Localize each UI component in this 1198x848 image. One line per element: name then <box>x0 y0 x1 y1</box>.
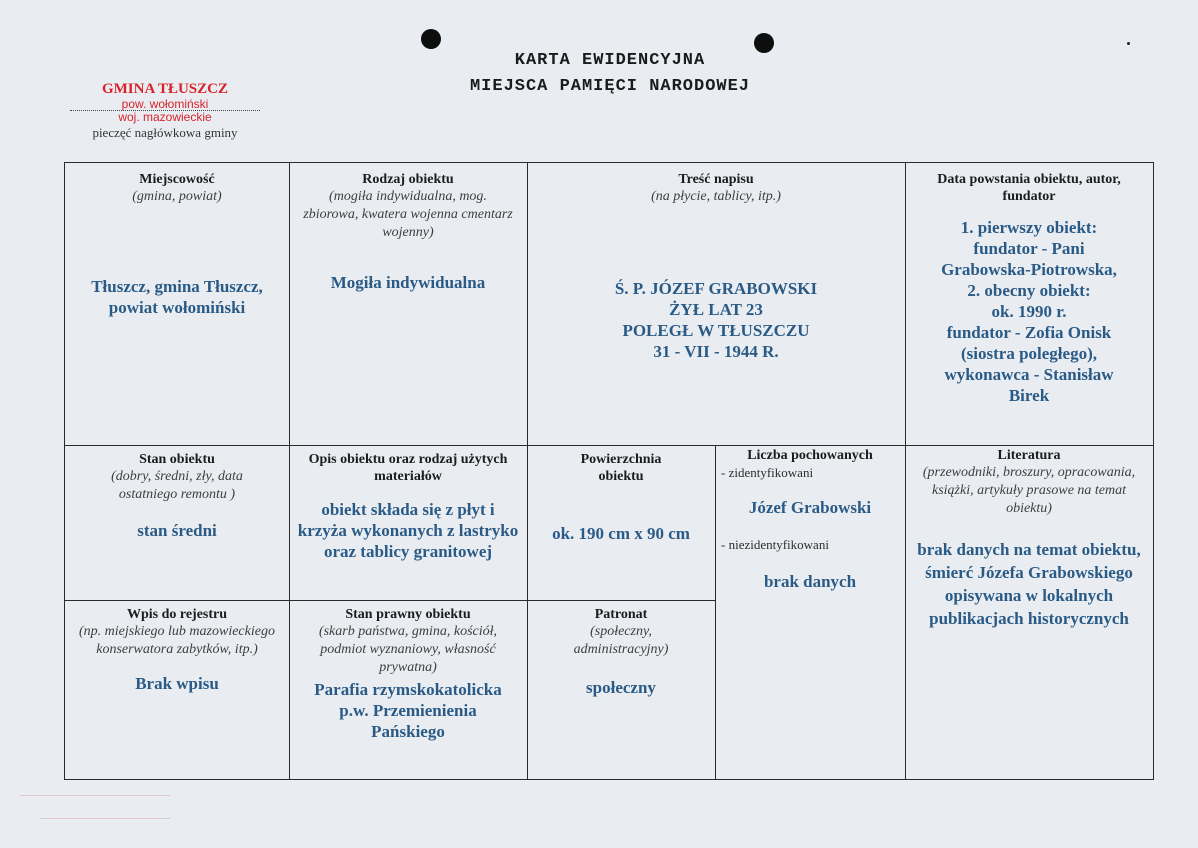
detail-line: wykonawca - Stanisław <box>944 365 1114 384</box>
inscription-line: ŻYŁ LAT 23 <box>669 300 763 319</box>
data-powstania-header: Data powstania obiektu, autor, fundator <box>937 172 1121 204</box>
rodzaj-value: Mogiła indywidualna <box>330 273 486 292</box>
document-title <box>380 48 840 100</box>
tresc-header: Treść napisu <box>678 172 754 187</box>
liczba-header: Liczba pochowanych <box>747 448 873 463</box>
stan-sub: (dobry, średni, zły, data ostatniego remontu ) <box>111 469 243 502</box>
stan-header: Stan obiektu <box>139 452 215 467</box>
unidentified-value: brak danych <box>763 572 857 591</box>
punch-hole-left <box>421 29 441 49</box>
cell-wpis-do-rejestru <box>65 600 289 779</box>
cell-tresc-napisu <box>527 163 905 445</box>
cell-data-powstania <box>905 163 1153 445</box>
inscription-line: 31 - VII - 1944 R. <box>653 342 779 361</box>
opis-header: Opis obiektu oraz rodzaj użytych materiałów <box>308 452 508 484</box>
speck <box>1127 42 1130 45</box>
literatura-header: Literatura <box>997 448 1061 463</box>
powierzchnia-header: Powierzchnia obiektu <box>580 452 662 484</box>
detail-line: 1. pierwszy obiekt: <box>960 218 1098 237</box>
detail-line: fundator - Zofia Onisk <box>946 323 1112 342</box>
title-line-1: KARTA EWIDENCYJNA <box>514 51 706 70</box>
stamp-county: pow. wołomiński <box>121 97 209 111</box>
cell-stan-prawny <box>289 600 527 779</box>
patronat-value: społeczny <box>586 678 656 697</box>
cell-miejscowosc <box>65 163 289 445</box>
rodzaj-header: Rodzaj obiektu <box>362 172 454 187</box>
identified-value: Józef Grabowski <box>748 498 872 517</box>
detail-line: Birek <box>1008 386 1050 405</box>
detail-line: Grabowska-Piotrowska, <box>941 260 1117 279</box>
cell-powierzchnia <box>527 445 715 600</box>
stan-prawny-header: Stan prawny obiektu <box>345 607 471 622</box>
stamp-name: GMINA TŁUSZCZ <box>101 81 228 97</box>
detail-line: fundator - Pani <box>973 239 1085 258</box>
patronat-sub: (społeczny, administracyjny) <box>573 624 669 657</box>
powierzchnia-value: ok. 190 cm x 90 cm <box>552 524 690 543</box>
faint-stamp-impression <box>0 785 170 819</box>
wpis-header: Wpis do rejestru <box>126 607 228 622</box>
data-powstania-details <box>911 217 1147 406</box>
title-line-2: MIEJSCA PAMIĘCI NARODOWEJ <box>469 77 751 96</box>
stan-prawny-value: Parafia rzymskokatolicka p.w. Przemienienia Pańskiego <box>314 680 502 741</box>
cell-opis-obiektu <box>289 445 527 600</box>
miejscowosc-value: Tłuszcz, gmina Tłuszcz, powiat wołomiński <box>91 277 263 317</box>
cell-liczba-pochowanych <box>715 445 905 779</box>
record-table <box>64 162 1154 780</box>
cell-rodzaj-obiektu <box>289 163 527 445</box>
municipality-stamp <box>60 80 270 140</box>
cell-literatura <box>905 445 1153 779</box>
miejscowosc-sub: (gmina, powiat) <box>132 189 222 204</box>
rodzaj-sub: (mogiła indywidualna, mog. zbiorowa, kwatera wojenna cmentarz wojenny) <box>303 189 513 240</box>
detail-line: ok. 1990 r. <box>991 302 1067 321</box>
inscription-line: POLEGŁ W TŁUSZCZU <box>622 321 810 340</box>
stamp-caption: pieczęć nagłówkowa gminy <box>92 125 238 140</box>
miejscowosc-header: Miejscowość <box>139 172 215 187</box>
unidentified-label: - niezidentyfikowani <box>721 537 829 552</box>
stan-prawny-sub: (skarb państwa, gmina, kościół, podmiot wyznaniowy, własność prywatna) <box>318 624 498 675</box>
cell-stan-obiektu <box>65 445 289 600</box>
cell-patronat <box>527 600 715 779</box>
stamp-voivodeship: woj. mazowieckie <box>118 110 212 124</box>
tresc-inscription <box>533 278 899 362</box>
literatura-value: brak danych na temat obiektu, śmierć Józefa Grabowskiego opisywana w lokalnych publikacjach historycznych <box>917 540 1141 628</box>
tresc-sub: (na płycie, tablicy, itp.) <box>651 189 781 204</box>
detail-line: (siostra poległego), <box>961 344 1097 363</box>
stan-value: stan średni <box>137 521 217 540</box>
wpis-sub: (np. miejskiego lub mazowieckiego konserwatora zabytków, itp.) <box>79 624 275 657</box>
detail-line: 2. obecny obiekt: <box>967 281 1091 300</box>
wpis-value: Brak wpisu <box>135 674 219 693</box>
literatura-sub: (przewodniki, broszury, opracowania, książki, artykuły prasowe na temat obiektu) <box>922 465 1136 516</box>
inscription-line: Ś. P. JÓZEF GRABOWSKI <box>614 279 818 298</box>
opis-value: obiekt składa się z płyt i krzyża wykonanych z lastryko oraz tablicy granitowej <box>297 500 519 561</box>
patronat-header: Patronat <box>594 607 648 622</box>
identified-label: - zidentyfikowani <box>721 465 814 480</box>
